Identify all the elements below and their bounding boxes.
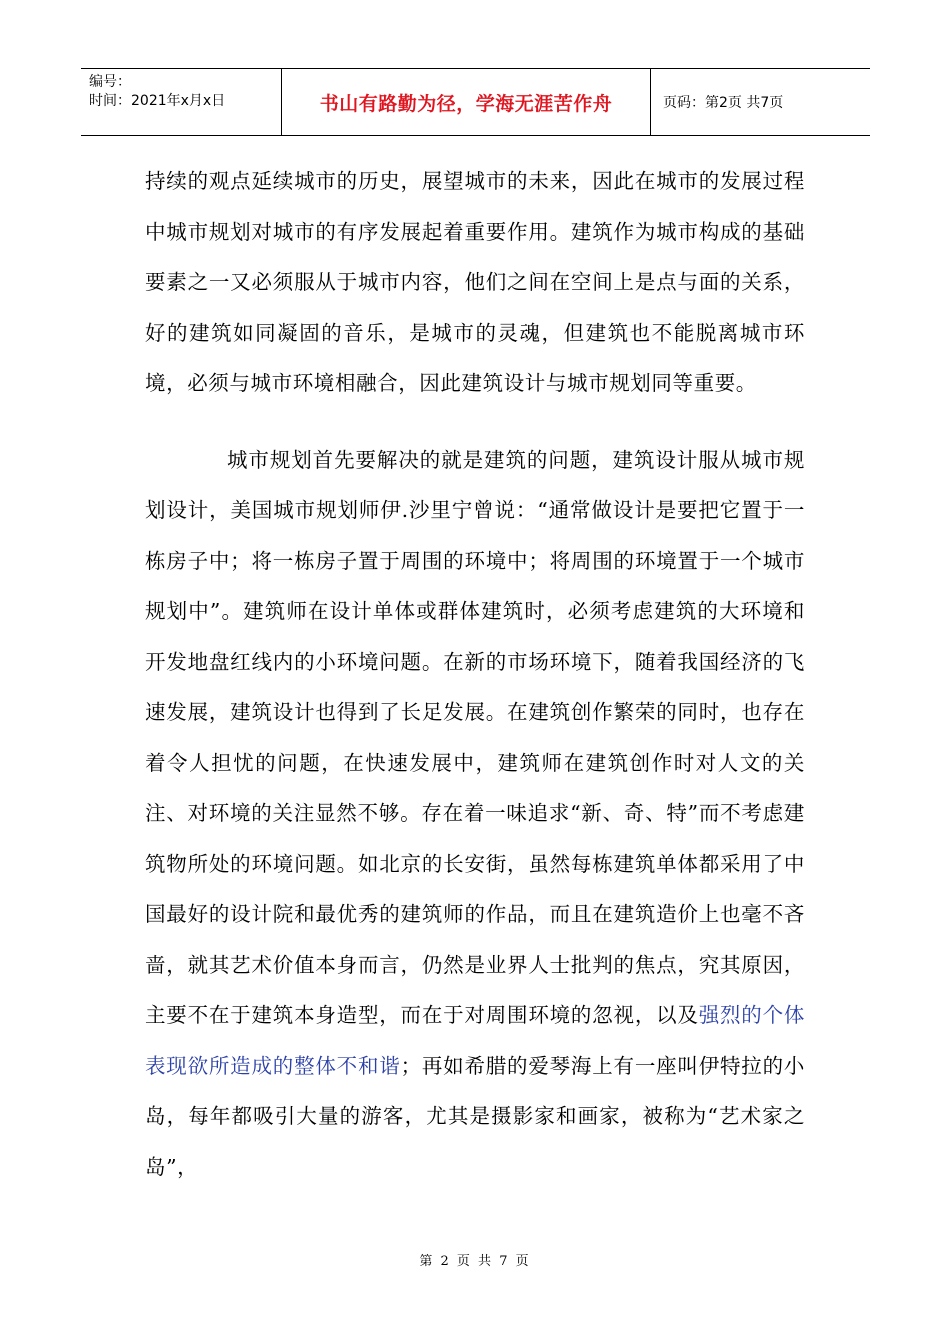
document-body — [145, 156, 805, 1192]
paragraph-2-text-b: ；再如希腊的爱琴海上有一座叫伊特拉的小岛，每年都吸引大量的游客，尤其是摄影家和画家，被称为“艺术家之岛”， — [145, 1053, 805, 1179]
header-page-info: 页码：第2页 共7页 — [663, 95, 784, 111]
paragraph-1: 持续的观点延续城市的历史，展望城市的未来，因此在城市的发展过程中城市规划对城市的有序发展起着重要作用。建筑作为城市构成的基础要素之一又必须服从于城市内容，他们之间在空间上是点与面的关系，好的建筑如同凝固的音乐，是城市的灵魂，但建筑也不能脱离城市环境，必须与城市环境相融合，因此建筑设计与城市规划同等重要。 — [145, 169, 805, 395]
number-label: 编号： — [89, 74, 131, 90]
time-label: 时间：2021年x月x日 — [89, 93, 226, 109]
header-motto: 书山有路勤为径，学海无涯苦作舟 — [282, 69, 651, 135]
paragraph-2-link[interactable]: 强烈的个体表现欲所造成的整体不和谐 — [145, 1003, 806, 1078]
header-meta — [81, 69, 282, 135]
document-header — [81, 68, 870, 136]
paragraph-2-text-a: 城市规划首先要解决的就是建筑的问题，建筑设计服从城市规划设计，美国城市规划师伊.沙里宁曾说：“通常做设计是要把它置于一栋房子中；将一栋房子置于周围的环境中；将周围的环境置于一个城市规划中”。建筑师在设计单体或群体建筑时，必须考虑建筑的大环境和开发地盘红线内的小环境问题。在新的市场环境下，随着我国经济的飞速发展，建筑设计也得到了长足发展。在建筑创作繁荣的同时，也存在着令人担忧的问题，在快速发展中，建筑师在建筑创作时对人文的关注、对环境的关注显然不够。存在着一味追求“新、奇、特”而不考虑建筑物所处的环境问题。如北京的长安街，虽然每栋建筑单体都采用了中国最好的设计院和最优秀的建筑师的作品，而且在建筑造价上也毫不吝啬，就其艺术价值本身而言，仍然是业界人士批判的焦点，究其原因，主要不在于建筑本身造型，而在于对周围环境的忽视，以及 — [145, 447, 805, 1027]
page-footer: 第 2 页 共 7 页 — [419, 1254, 531, 1269]
paragraph-2 — [145, 435, 805, 1193]
